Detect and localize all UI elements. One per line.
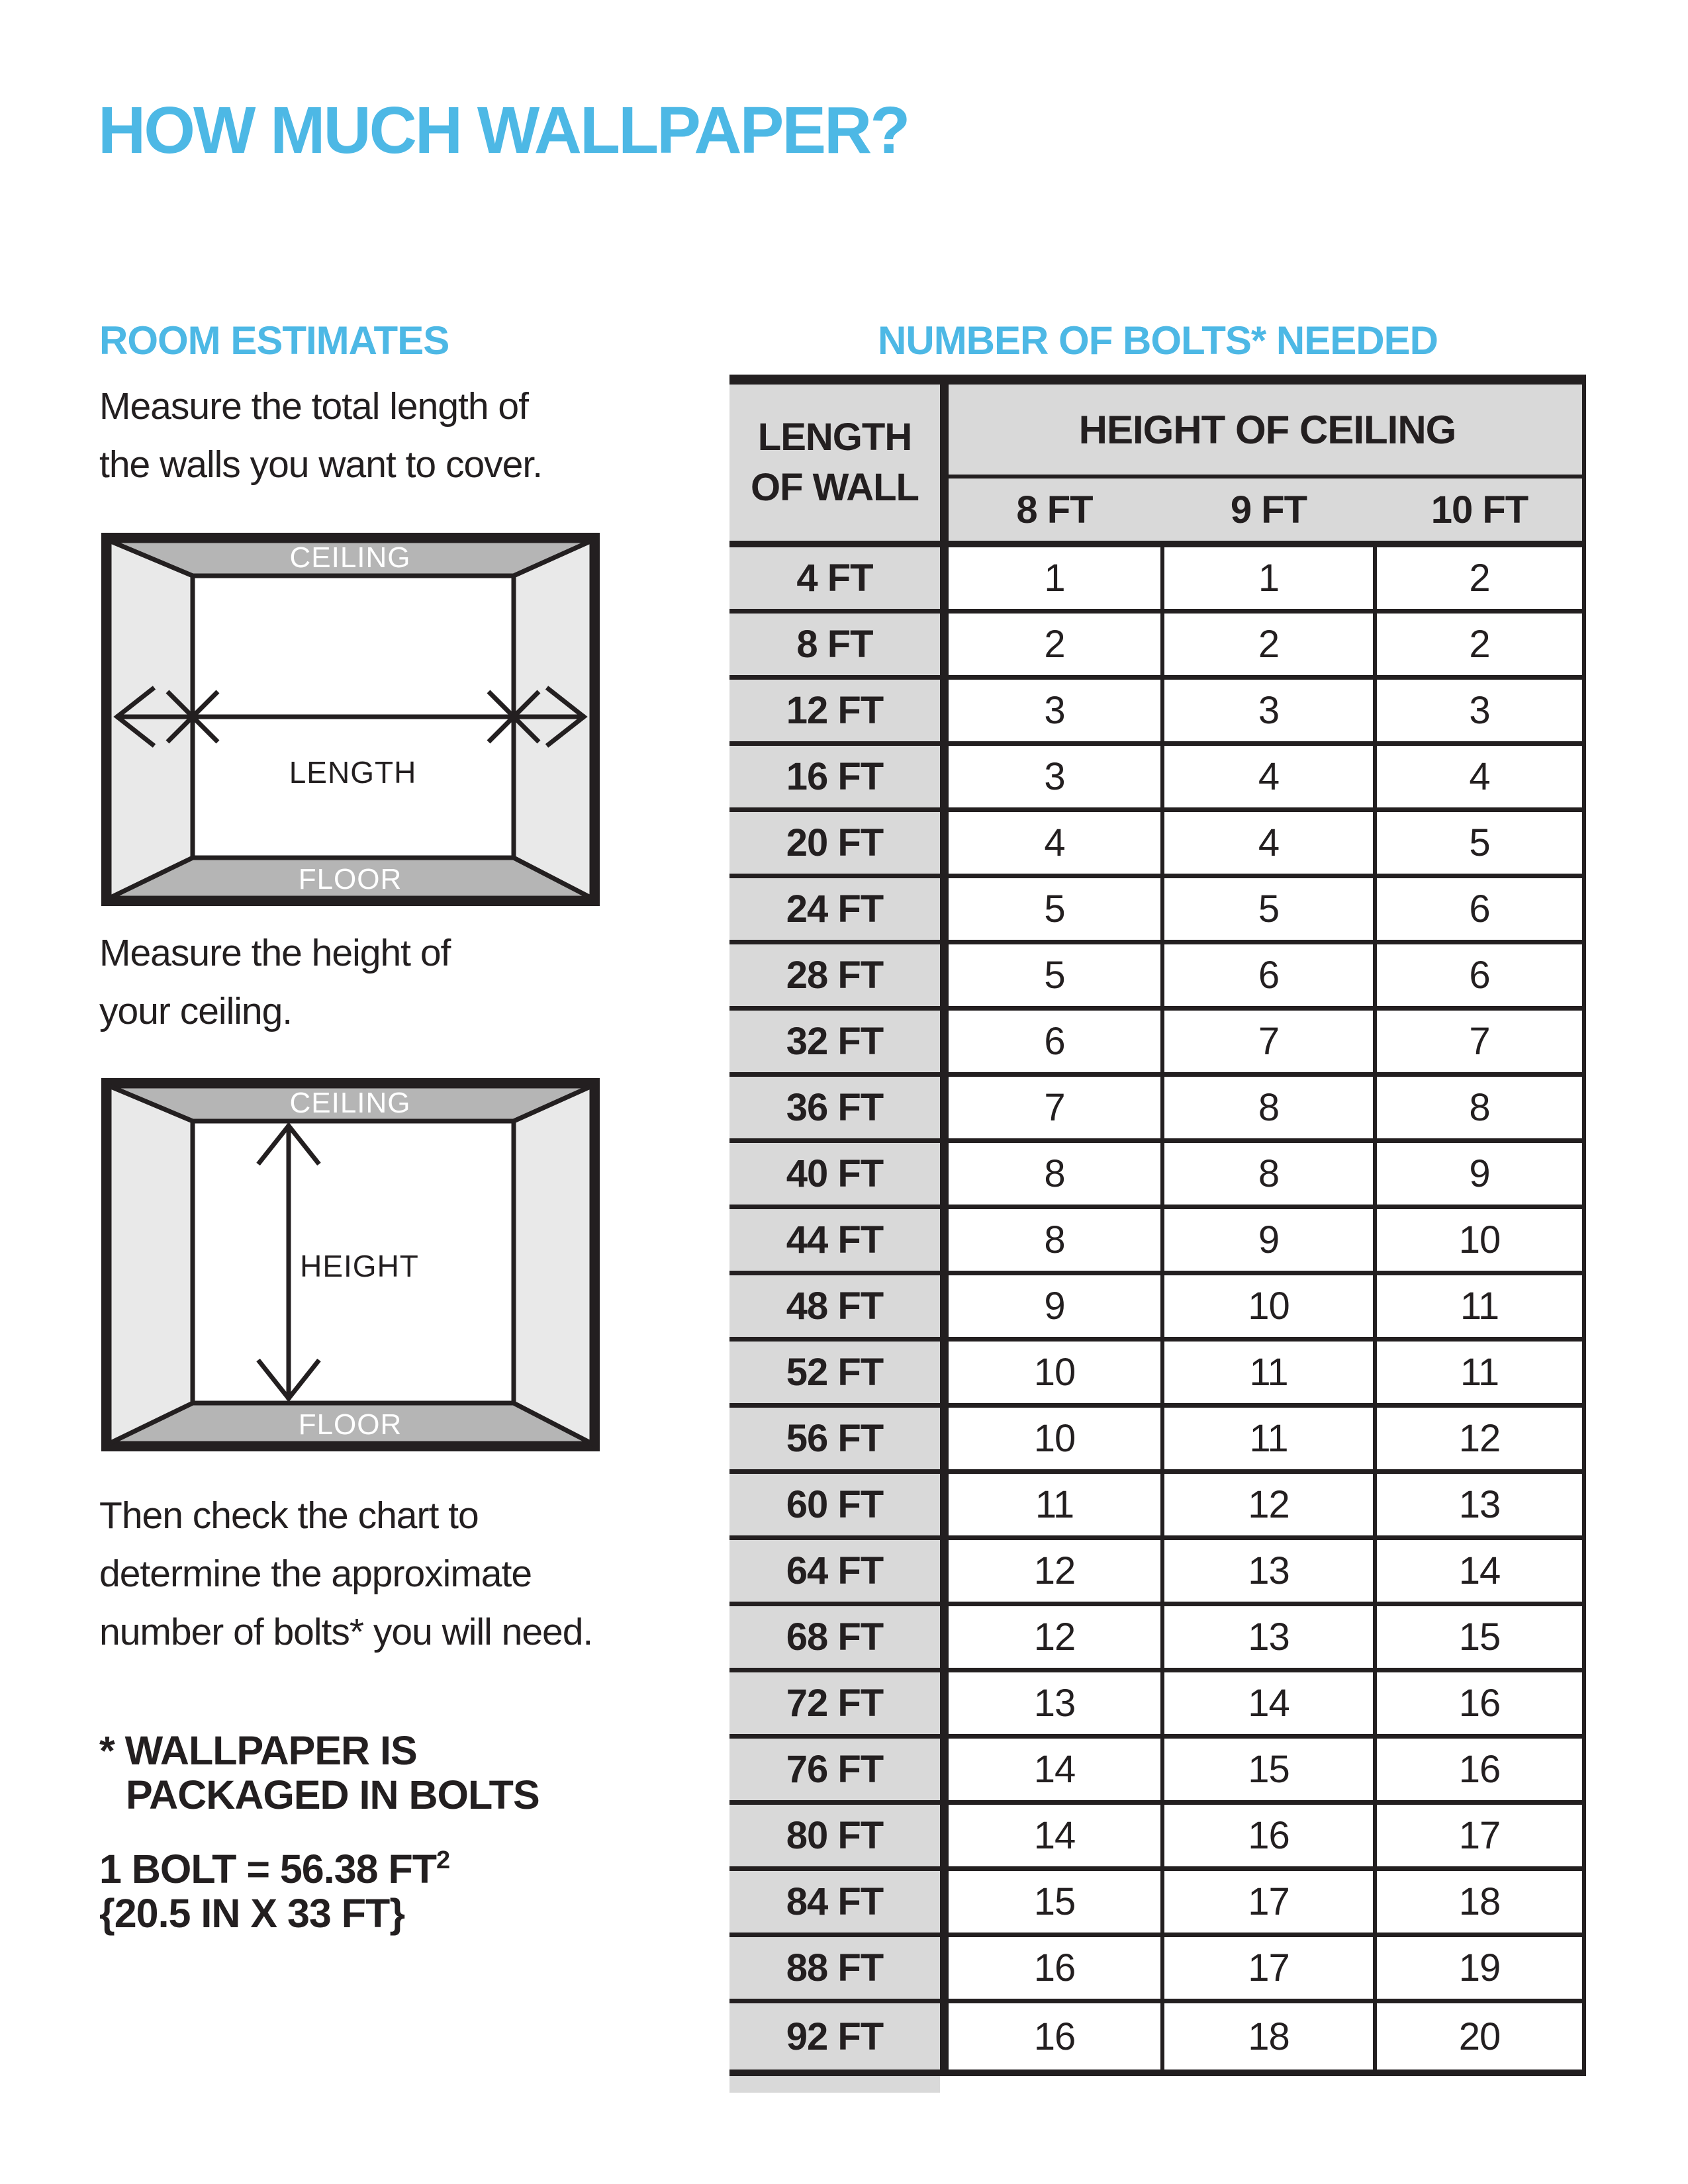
cell-value: 7: [1258, 1020, 1280, 1063]
table-row: [729, 746, 1586, 812]
cell-value: 13: [1248, 1615, 1289, 1659]
row-label: 28 FT: [729, 944, 940, 1006]
row-label: 76 FT: [729, 1739, 940, 1800]
row-label: 44 FT: [729, 1209, 940, 1271]
cell-value: 16: [1248, 1814, 1289, 1857]
table-row: [729, 1342, 1586, 1408]
bolts-table: [729, 375, 1586, 2093]
paragraph-line: Measure the total length of: [99, 385, 528, 428]
header-line: OF WALL: [751, 466, 919, 509]
table-right-border: [1582, 385, 1586, 2076]
table-row: [729, 812, 1586, 878]
height-of-ceiling-header: HEIGHT OF CEILING: [949, 385, 1586, 475]
cell-value: 16: [1458, 1682, 1501, 1725]
row-label: 80 FT: [729, 1805, 940, 1866]
row-label: 16 FT: [729, 746, 940, 807]
row-label: 56 FT: [729, 1408, 940, 1469]
cell-value: 16: [1033, 1946, 1076, 1989]
cell-value: 3: [1258, 689, 1280, 732]
cell-value: 8: [1258, 1086, 1280, 1129]
column-header-9ft: 9 FT: [1230, 488, 1307, 531]
cell-value: 6: [1469, 887, 1490, 931]
column-divider: [1160, 547, 1164, 2070]
cell-value: 5: [1258, 887, 1280, 931]
row-label: 92 FT: [729, 2003, 940, 2070]
cell-value: 9: [1469, 1152, 1490, 1195]
bolt-spec: [99, 1839, 449, 1936]
cell-value: 3: [1044, 755, 1065, 798]
table-row: [729, 1408, 1586, 1474]
cell-value: 2: [1469, 557, 1490, 600]
cell-value: 7: [1469, 1020, 1490, 1063]
cell-value: 8: [1258, 1152, 1280, 1195]
cell-value: 18: [1458, 1880, 1501, 1923]
row-label: 24 FT: [729, 878, 940, 940]
cell-value: 3: [1469, 689, 1490, 732]
table-row: [729, 1606, 1586, 1672]
table-row: [729, 1672, 1586, 1739]
cell-value: 2: [1469, 623, 1490, 666]
paragraph-line: Then check the chart to: [99, 1494, 479, 1537]
cell-value: 13: [1458, 1483, 1501, 1526]
cell-value: 13: [1248, 1549, 1289, 1592]
length-of-wall-header: [729, 385, 940, 541]
cell-value: 14: [1248, 1682, 1289, 1725]
row-label: 84 FT: [729, 1871, 940, 1933]
cell-value: 10: [1458, 1218, 1501, 1261]
cell-value: 16: [1458, 1748, 1501, 1791]
length-label: LENGTH: [289, 755, 417, 790]
table-row: [729, 2003, 1586, 2070]
cell-value: 11: [1249, 1417, 1288, 1460]
cell-value: 14: [1033, 1748, 1076, 1791]
row-label: 32 FT: [729, 1011, 940, 1072]
gray-column-tail: [729, 2076, 940, 2093]
ceiling-label: CEILING: [289, 541, 411, 574]
row-label: 4 FT: [729, 547, 940, 609]
table-row: [729, 1805, 1586, 1871]
column-header-8ft: 8 FT: [1016, 488, 1093, 531]
table-row: [729, 1209, 1586, 1275]
cell-value: 4: [1258, 821, 1280, 864]
bolt-spec-line: {20.5 IN X 33 FT}: [99, 1891, 405, 1936]
cell-value: 4: [1258, 755, 1280, 798]
paragraph-line: your ceiling.: [99, 990, 293, 1032]
row-label: 52 FT: [729, 1342, 940, 1403]
cell-value: 12: [1458, 1417, 1501, 1460]
table-row: [729, 1540, 1586, 1606]
cell-value: 17: [1458, 1814, 1501, 1857]
table-row: [729, 1011, 1586, 1077]
row-label: 60 FT: [729, 1474, 940, 1535]
row-label: 48 FT: [729, 1275, 940, 1337]
row-label: 72 FT: [729, 1672, 940, 1734]
table-row: [729, 1275, 1586, 1342]
cell-value: 13: [1033, 1682, 1076, 1725]
cell-value: 10: [1033, 1417, 1076, 1460]
cell-value: 18: [1248, 2015, 1289, 2058]
table-row: [729, 1937, 1586, 2003]
floor-label: FLOOR: [298, 863, 402, 895]
cell-value: 8: [1044, 1218, 1065, 1261]
floor-label: FLOOR: [298, 1408, 402, 1441]
cell-value: 12: [1033, 1549, 1076, 1592]
cell-value: 3: [1044, 689, 1065, 732]
cell-value: 6: [1044, 1020, 1065, 1063]
table-row: [729, 680, 1586, 746]
header-bottom-line: [729, 541, 1586, 547]
cell-value: 4: [1044, 821, 1065, 864]
room-length-diagram: [101, 533, 600, 906]
row-label: 12 FT: [729, 680, 940, 741]
cell-value: 7: [1044, 1086, 1065, 1129]
cell-value: 19: [1458, 1946, 1501, 1989]
cell-value: 10: [1248, 1285, 1289, 1328]
paragraph-check-chart: [99, 1486, 592, 1661]
footnote-line: * WALLPAPER IS: [99, 1728, 417, 1773]
table-row: [729, 944, 1586, 1011]
right-wall-panel: [514, 1086, 592, 1443]
cell-value: 16: [1033, 2015, 1076, 2058]
page-title: HOW MUCH WALLPAPER?: [98, 93, 909, 167]
bolt-spec-text: 1 BOLT = 56.38 FT: [99, 1846, 437, 1891]
cell-value: 15: [1458, 1615, 1501, 1659]
cell-value: 9: [1044, 1285, 1065, 1328]
table-row: [729, 1474, 1586, 1540]
height-label: HEIGHT: [300, 1249, 419, 1283]
column-divider-thick: [940, 385, 949, 2076]
row-label: 36 FT: [729, 1077, 940, 1138]
bolt-spec-line: [99, 1839, 449, 1891]
table-row: [729, 614, 1586, 680]
paragraph-line: Measure the height of: [99, 932, 451, 974]
cell-value: 9: [1258, 1218, 1280, 1261]
cell-value: 11: [1460, 1285, 1499, 1328]
cell-value: 6: [1469, 954, 1490, 997]
row-label: 64 FT: [729, 1540, 940, 1602]
cell-value: 10: [1033, 1351, 1076, 1394]
cell-value: 5: [1044, 954, 1065, 997]
table-row: [729, 547, 1586, 614]
section-heading-room-estimates: ROOM ESTIMATES: [99, 318, 449, 363]
cell-value: 5: [1044, 887, 1065, 931]
table-bottom-bar: [729, 2070, 1586, 2076]
section-heading-bolts-needed: NUMBER OF BOLTS* NEEDED: [878, 318, 1438, 363]
cell-value: 20: [1458, 2015, 1501, 2058]
cell-value: 1: [1258, 557, 1280, 600]
cell-value: 14: [1033, 1814, 1076, 1857]
cell-value: 17: [1248, 1946, 1289, 1989]
footnote-line: PACKAGED IN BOLTS: [126, 1772, 539, 1817]
cell-value: 11: [1035, 1483, 1074, 1526]
column-headers-row: [949, 478, 1586, 541]
cell-value: 5: [1469, 821, 1490, 864]
cell-value: 17: [1248, 1880, 1289, 1923]
superscript-2: 2: [436, 1846, 450, 1874]
cell-value: 14: [1458, 1549, 1501, 1592]
paragraph-line: determine the approximate: [99, 1553, 532, 1595]
ceiling-label: CEILING: [289, 1087, 411, 1119]
cell-value: 11: [1460, 1351, 1499, 1394]
table-row: [729, 1143, 1586, 1209]
cell-value: 2: [1258, 623, 1280, 666]
cell-value: 12: [1248, 1483, 1289, 1526]
cell-value: 6: [1258, 954, 1280, 997]
cell-value: 15: [1033, 1880, 1076, 1923]
column-header-10ft: 10 FT: [1430, 488, 1528, 531]
row-label: 20 FT: [729, 812, 940, 874]
row-label: 40 FT: [729, 1143, 940, 1205]
room-height-diagram: [101, 1078, 600, 1451]
table-row: [729, 1739, 1586, 1805]
table-row: [729, 1871, 1586, 1937]
paragraph-line: number of bolts* you will need.: [99, 1611, 593, 1653]
cell-value: 2: [1044, 623, 1065, 666]
cell-value: 4: [1469, 755, 1490, 798]
table-row: [729, 1077, 1586, 1143]
table-row: [729, 878, 1586, 944]
paragraph-measure-height: [99, 924, 450, 1040]
cell-value: 12: [1033, 1615, 1076, 1659]
cell-value: 8: [1469, 1086, 1490, 1129]
left-wall-panel: [109, 1086, 193, 1443]
cell-value: 11: [1249, 1351, 1288, 1394]
cell-value: 8: [1044, 1152, 1065, 1195]
cell-value: 15: [1248, 1748, 1289, 1791]
row-label: 88 FT: [729, 1937, 940, 1999]
row-label: 8 FT: [729, 614, 940, 675]
cell-value: 1: [1044, 557, 1065, 600]
row-label: 68 FT: [729, 1606, 940, 1668]
column-divider: [1373, 547, 1377, 2070]
table-top-bar: [729, 375, 1586, 385]
wallpaper-bolts-footnote: [99, 1729, 539, 1817]
header-line: LENGTH: [757, 416, 912, 459]
paragraph-line: the walls you want to cover.: [99, 443, 543, 486]
paragraph-measure-length: [99, 377, 542, 494]
table-rows: [729, 547, 1586, 2070]
